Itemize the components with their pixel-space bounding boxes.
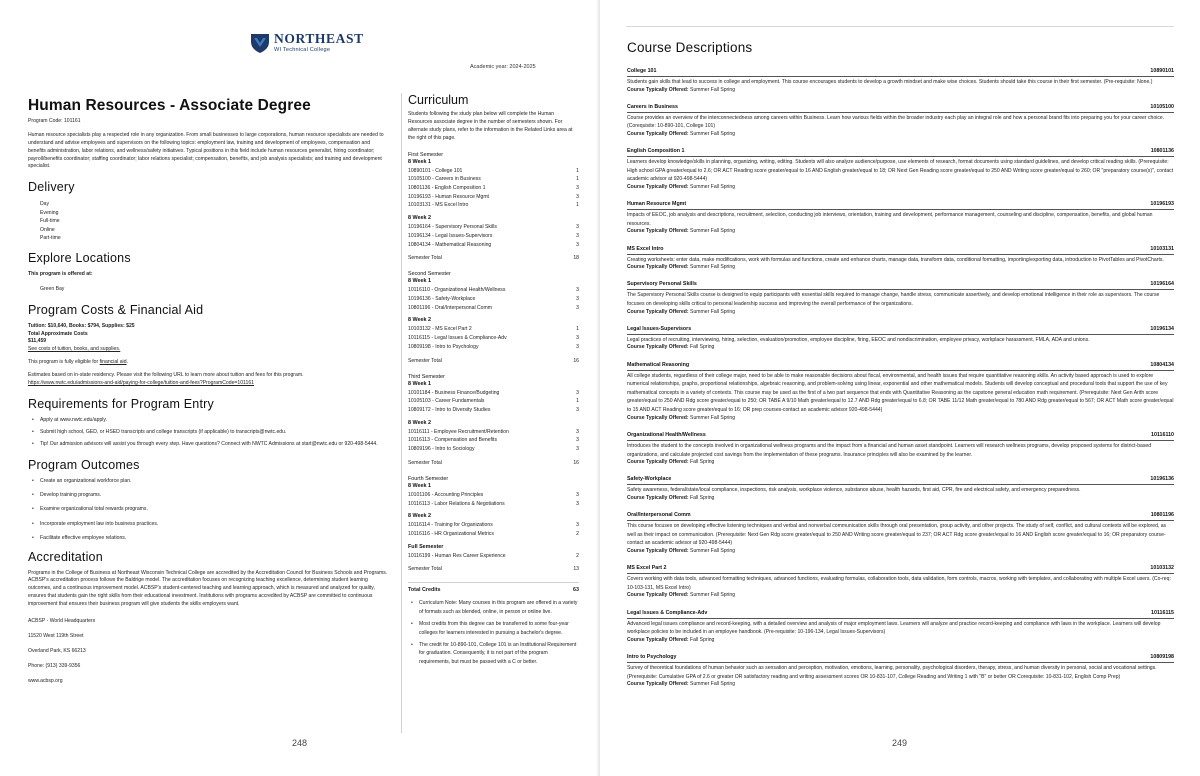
curriculum-heading: Curriculum [408,93,469,107]
curriculum-course [408,167,579,176]
delivery-list [28,200,388,242]
course-entry-title: MS Excel Intro [627,245,664,252]
course-name: 10116116 - HR Organizational Metrics [408,530,494,537]
course-entry-number: 10804134 [1150,361,1174,368]
course-entry-title: Safety-Workplace [627,476,672,483]
course-entry-title: English Composition 1 [627,148,685,155]
week-title: 8 Week 1 [408,380,431,387]
week-title: 8 Week 1 [408,158,431,165]
requirements-list [28,417,388,449]
course-entry-description: Students gain skills that lead to success in college and employment. This course encourages students to develop a growth mindset and make wise choices. Students should take this course in their first semester. (Pre-requisite: None.) [627,78,1153,85]
course-name: 10801196 - Oral/Interpersonal Comm [408,304,492,311]
course-credits: 1 [576,202,579,209]
course-name: 10101184 - Business Finance/Budgeting [408,389,500,396]
course-entry-description: Impacts of EEOC, job analysis and descriptions, recruitment, selection, conducting job interviews, orientation, training and development, performance management, counseling and discipline, compensation, benefits, and global human resources. [627,212,1153,227]
offered-label: Course Typically Offered: [627,228,689,235]
semester-total-value: 16 [573,459,579,466]
course-entry [627,201,1174,236]
semester-total-value: 13 [573,566,579,573]
address-line: Overland Park, KS 66213 [28,648,86,655]
course-entry-number: 10890101 [1150,68,1174,74]
course-name: 10116113 - Compensation and Benefits [408,437,498,444]
outcomes-heading: Program Outcomes [28,457,140,472]
course-entry-offered [627,309,1174,317]
accreditation-heading: Accreditation [28,549,103,564]
course-entry-offered [627,344,1174,352]
course-credits: 3 [576,343,579,350]
course-credits: 3 [576,232,579,239]
offered-label: Course Typically Offered: [627,86,689,93]
semester-total [408,566,579,572]
course-name: 10116110 - Organizational Health/Wellness [408,287,506,294]
course-entry-header [627,68,1174,77]
course-entry-title: Human Resource Mgmt [627,201,687,208]
address-line: 11520 West 119th Street [28,633,84,640]
course-entry [627,104,1174,139]
delivery-item: Part-time [40,234,61,241]
outcome-item: • Examine organizational total rewards programs. [32,506,388,514]
course-name: 10116113 - Labor Relations & Negotiations [408,500,505,507]
offered-label: Course Typically Offered: [627,592,689,599]
course-name: 10116111 - Employee Recruitment/Retention [408,428,509,435]
curriculum-course [408,530,579,539]
offered-label: Course Typically Offered: [627,184,689,191]
course-entry-description: Safety awareness, federal/state/local compliance, inspections, risk analysis, workplace violence, substance abuse, health hazards, first aid, CPR, fire and electrical safety, and emergency preparedness. [627,487,1081,494]
course-entry-offered [627,415,1174,423]
course-entry-title: Legal Issues & Compliance-Adv [627,609,708,616]
program-title: Human Resources - Associate Degree [28,97,311,114]
course-entry-title: Intro to Psychology [627,654,677,661]
locations-list [28,285,388,293]
course-credits: 3 [576,500,579,507]
curriculum-course [408,334,579,343]
semester-total-label: Semester Total [408,255,442,262]
course-name: 10116115 - Legal Issues & Compliance-Adv [408,335,507,342]
course-credits: 1 [576,167,579,174]
course-entry-title: College 101 [627,68,657,74]
course-entry-description: Covers working with data tools, advanced formatting techniques, advanced functions, evaluating formulas, collaboration tools, data validation, form controls, macros, working with templates, and collaborating with multiple Excel users. (Co-req: 10-103-131, MS Excel Intro) [627,576,1171,591]
requirement-item: • Apply at www.nwtc.edu/apply. [32,417,388,425]
course-entry-number: 10801196 [1150,512,1174,519]
program-overview [28,97,388,694]
course-entry-title: Careers in Business [627,103,678,110]
course-entry-offered [627,228,1174,236]
course-credits: 2 [576,530,579,537]
course-name: 10809172 - Intro to Diversity Studies [408,406,491,413]
curriculum-course [408,286,579,295]
offered-terms: Fall Spring [690,494,715,501]
course-name: 10196193 - Human Resource Mgmt [408,193,489,200]
offered-label: Course Typically Offered: [627,264,689,271]
curriculum-course [408,343,579,352]
total-credits-label: Total Credits [408,587,441,594]
outcomes-list [28,478,388,543]
course-credits: 3 [576,428,579,435]
delivery-item: Full-time [40,218,60,225]
offered-label: Course Typically Offered: [627,681,689,688]
course-entry-number: 10105100 [1150,103,1174,110]
curriculum-course [408,295,579,304]
offered-terms: Summer Fall Spring [690,414,736,421]
curriculum-note: • The credit for 10-890-101, College 101 is an Institutional Requirement for graduation. Consequently, it is not part of the program requirements, but must be passed with a C or better. [410,641,579,666]
course-entry [627,432,1174,467]
semester-total [408,255,579,261]
top-divider [626,26,1174,27]
requirement-item: • Tip! Our admission advisors will assist you through every step. Have questions? Connect with NWTC Admissions at start@nwtc.edu or 920-498-5444. [32,441,388,449]
curriculum-intro: Students following the study plan below will complete the Human Resources associate degree in the number of semesters shown. For alternate study plans, refer to the information in the Related Links area at the right of this page. [408,111,573,141]
course-entry-description: All college students, regardless of their college major, need to be able to make reasonable decisions about fiscal, environmental, and health issues that require quantitative reasoning skills. An activity based approach is used to explore numerical relationships, graphs, proportional relationships, algebraic reasoning, and problem-solving using linear, exponential and other mathematical models. Students will develop conceptual and procedural tools that support the use of key mathematical concepts in a variety of contexts. This course may be used as the first of a two part sequence that ends with Quantitative Reasoning as the capstone general education math requirement. (Prerequisite: Next Gen Arith score greater/equal to 250 AND Rdg score greater/equal to 250; OR TABE A 9/10 Math greater/equal to 12.7 AND Rdg greater/equal to 6.8; OR TABE 11/12 Math greater/equal to 780 AND Rdg greater/equal to 567; OR ACT Math score greater/equal to 15 AND ACT Reading score greater/equal to 16; OR prep courses-contact an academic advisor 920-498-5444) [627,372,1174,414]
course-entry-description: Survey of theoretical foundations of human behavior such as sensation and perception, motivation, emotions, learning, personality, psychological disorders, therapy, stress, and human diversity in personal, social and vocational settings. (Prerequisite: Cumulative GPA of 2.6 or greater OR satisfactory reading and writing assessment scores OR 10-831-107, College Reading and Writing 1 with "B" or better OR Corequisite: 10-831-102, English Comp Prep) [627,665,1157,680]
offered-terms: Summer Fall Spring [690,228,736,235]
course-entry [627,148,1174,191]
offered-terms: Fall Spring [690,636,715,643]
course-entry-header [627,610,1174,619]
offered-label: Course Typically Offered: [627,308,689,315]
financial-aid-suffix: . [126,359,128,366]
course-entry-description: Course provides an overview of the interconnectedness among careers within Business. Learn how various fields within the broader industry each play an integral role and how a personal brand fits into preparing you for your career choice. (Corequisite: 10-890-101, College 101) [627,114,1165,130]
offered-label: Course Typically Offered: [627,414,689,421]
course-entry-header [627,104,1174,113]
course-name: 10103132 - MS Excel Part 2 [408,326,472,333]
course-name: 10116114 - Training for Organizations [408,522,493,529]
offered-label: Course Typically Offered: [627,636,689,643]
tuition-line: Tuition: $10,640, Books: $794, Supplies: $25 [28,322,135,329]
course-name: 10196136 - Safety-Workplace [408,295,476,302]
course-entry-header [627,512,1174,521]
curriculum-column [401,93,579,733]
course-entry-offered [627,681,1174,689]
course-entry-number: 10196164 [1150,281,1174,288]
semester-total [408,358,579,364]
curriculum-course [408,491,579,500]
course-credits: 3 [576,287,579,294]
course-credits: 3 [576,437,579,444]
course-entry-number: 10196193 [1150,201,1174,208]
total-costs-label: Total Approximate Costs [28,330,88,337]
offered-terms: Summer Fall Spring [690,592,736,599]
tuition-url-link[interactable]: https://www.nwtc.edu/admissions-and-aid/paying-for-college/tuition-and-fees?ProgramCode=101161 [28,380,254,387]
week-title: 8 Week 1 [408,482,431,489]
course-name: 10196134 - Legal Issues-Supervisors [408,232,493,239]
semester-total-label: Semester Total [408,566,442,573]
curriculum-course [408,201,579,210]
offered-terms: Fall Spring [690,459,715,466]
logo-name: NORTHEAST [274,31,364,47]
semester-total-label: Semester Total [408,459,442,466]
accreditation-text: Programs in the College of Business at Northeast Wisconsin Technical College are accredited by the Accreditation Council for Business Schools and Programs. ACBSP's accreditation process follows the Baldrige model. The accreditation focuses on recognizing teaching excellence, determining student learning outcomes, and a continuous improvement model. ACBSP's student-centered teaching and learning approach, which is measured and analyzed for quality, ensures that students gain the right skills from their educational investment. Institutions with programs accredited by ACBSP are committed to continuous improvement that ensures their business program will give students the skills employers want. [28,569,388,608]
curriculum-note: • Curriculum Note: Many courses in this program are offered in a variety of formats such as blended, online, in person or online live. [410,599,579,616]
week-title: 8 Week 1 [408,278,431,285]
week-title: 8 Week 2 [408,419,431,426]
locations-heading: Explore Locations [28,251,131,266]
course-credits: 3 [576,335,579,342]
course-credits: 3 [576,491,579,498]
course-credits: 3 [576,295,579,302]
offered-label: Course Typically Offered: [627,130,689,137]
course-name: 10809198 - Intro to Psychology [408,343,479,350]
total-costs-value: $11,459 [28,338,47,345]
course-entry-title: Supervisory Personal Skills [627,281,697,288]
course-credits: 1 [576,176,579,183]
course-entry-title: Legal Issues-Supervisors [627,325,692,332]
offered-terms: Summer Fall Spring [690,681,736,688]
course-name: 10101106 - Accounting Principles [408,491,484,498]
course-credits: 3 [576,241,579,248]
week-title: 8 Week 2 [408,215,431,222]
course-entry-title: Oral/Interpersonal Comm [627,512,691,519]
curriculum-course [408,436,579,445]
semester-title: Second Semester [408,271,451,278]
address-line: www.acbsp.org [28,678,63,685]
total-credits-value: 63 [573,587,579,594]
semester-total-value: 18 [573,255,579,262]
course-entry-header [627,281,1174,290]
curriculum-course [408,428,579,437]
course-entry [627,512,1174,555]
curriculum-course [408,223,579,232]
semester-title: First Semester [408,151,444,158]
financial-aid-prefix: This program is fully eligible for [28,359,100,366]
offered-terms: Summer Fall Spring [690,130,736,137]
semester-title: Fourth Semester [408,475,449,482]
offered-terms: Summer Fall Spring [690,184,736,191]
curriculum-course [408,406,579,415]
course-entry-title: MS Excel Part 2 [627,565,667,572]
course-credits: 3 [576,522,579,529]
course-entry [627,654,1174,689]
course-descriptions-heading: Course Descriptions [627,40,753,55]
logo-subtitle: WI Technical College [274,46,331,53]
offered-terms: Summer Fall Spring [690,264,736,271]
course-credits: 3 [576,185,579,191]
course-name: 10116199 - Human Res Career Experience [408,552,506,559]
course-entry-description: This course focuses on developing effective listening techniques and verbal and nonverbal communication skills through oral presentation, group activity, and other projects. The study of self, conflict, and cultural contexts will be explored, as well as their impact on communication. (Prerequisite: Next Gen Rdg score greater/equal to 250 AND Writing score greater/equal to 237; OR ACT Rdg score greater/equal to 16 AND English score greater/equal to 16; OR preparatory course-contact an academic advisor at 920-498-5444) [627,523,1167,547]
semester-total-value: 16 [573,357,579,364]
course-name: 10103131 - MS Excel Intro [408,202,469,209]
requirement-item: • Submit high school, GED, or HSED transcripts and college transcripts (if applicable) to transcripts@nwtc.edu. [32,429,388,437]
semester-total-label: Semester Total [408,357,442,364]
delivery-item: Evening [40,209,59,216]
estimate-note: Estimates based on in-state residency. Please visit the following URL to learn more about tuition and fees for this program. [28,372,304,379]
course-entry-header [627,432,1174,441]
course-entry-offered [627,495,1174,503]
course-entry-number: 10801136 [1150,148,1174,155]
course-entry-number: 10809198 [1150,654,1174,661]
page-number-left: 248 [292,738,308,748]
curriculum-course [408,325,579,334]
course-credits: 3 [576,304,579,311]
costs-heading: Program Costs & Financial Aid [28,302,204,317]
address-line: ACBSP - World Headquarters [28,617,96,624]
curriculum-course [408,184,579,193]
curriculum-course [408,521,579,530]
outcome-item: • Develop training programs. [32,492,388,500]
course-entry-number: 10116110 [1151,432,1174,439]
course-entry-header [627,246,1174,255]
program-description: Human resource specialists play a respected role in any organization. From small businesses to large corporations, human resource specialists are needed to understand and advise employees and supervisors on the following topics: employment law, training and development of employees, compensation and benefits administration, labor relations, and wellness/safety initiatives. Typical positions in this field include human resources generalist, hiring coordinator; payroll/benefits coordinator; staffing coordinator; labor relations specialist; compensation, benefits, and job analysis specialists; and training and development specialist. [28,131,384,170]
course-credits: 1 [576,398,579,405]
course-credits: 3 [576,446,579,453]
course-entry [627,281,1174,316]
course-entry-description: Learners develop knowledge/skills in planning, organizing, writing, editing. Students will also analyze audience/purpose, use elements of research, format documents using standard guidelines, and develop critical reading skills. (Prerequisite: High school GPA greater/equal to 2.6; OR ACT Reading score greater/equal to 16 AND English greater/equal to 18; OR Next Gen Reading score greater/equal to 250 AND Writing score greater/equal to 260; OR "preparatory course(s)", contact academic advisor at 920-498-5444) [627,159,1174,183]
course-entry [627,476,1174,502]
course-entry-header [627,326,1174,335]
outcome-item: • Facilitate effective employee relations. [32,535,388,543]
course-entry-description: Creating worksheets: enter data, make modifications, work with formulas and functions, create and enhance charts, manage data, transform data, conditional formatting, importing/exporting data, introduction to PivotTables and PivotCharts. [627,256,1164,263]
course-entry-number: 10116115 [1151,609,1174,616]
course-entry-offered [627,637,1174,645]
course-entry-header [627,148,1174,157]
course-entry-number: 10103131 [1150,245,1174,252]
course-entry-header [627,654,1174,663]
course-entry-description: Advanced legal issues compliance and record-keeping, with a detailed overview and analysis of major employment laws. Learners will analyze and practice record-keeping and compliance with laws in the workplace. Learners will develop workplace policies to be included in an employee handbook. (Pre-requisite: 10-196-134, Legal Issues-Supervisors) [627,620,1161,636]
delivery-item: Online [40,226,55,233]
total-credits [408,582,579,593]
course-name: 10890101 - College 101 [408,167,463,174]
curriculum-course [408,500,579,509]
course-credits: 2 [576,552,579,559]
delivery-item: Day [40,201,50,208]
offered-terms: Fall Spring [690,344,715,351]
course-name: 10105103 - Career Fundamentals [408,398,485,405]
week-title: 8 Week 2 [408,317,431,324]
course-entry-header [627,476,1174,485]
course-entry-offered [627,459,1174,467]
week-title: 8 Week 2 [408,513,431,520]
offered-at-label: This program is offered at: [28,271,93,278]
offered-label: Course Typically Offered: [627,459,689,466]
offered-label: Course Typically Offered: [627,548,689,555]
address-line: Phone: (913) 339-9356 [28,663,81,670]
course-entry [627,565,1174,600]
shield-logo-icon [250,32,270,54]
curriculum-note: • Most credits from this degree can be transferred to some four-year colleges for learners interested in pursuing a bachelor's degree. [410,620,579,637]
course-entry-number: 10196134 [1150,325,1174,332]
course-credits: 3 [576,389,579,396]
page-number-right: 249 [892,738,908,748]
curriculum-course [408,397,579,406]
course-entry-header [627,565,1174,574]
course-entry-description: Legal practices of recruiting, interviewing, hiring, selection, evaluation/promotion, employee discipline, firing, EEOC and nondiscrimination, employee privacy, workplace harassment, FMLA, ADA and unions. [627,336,1090,343]
offered-terms: Summer Fall Spring [690,548,736,555]
course-name: 10105100 - Careers in Business [408,176,481,183]
course-entry [627,68,1174,94]
course-entry-offered [627,131,1174,139]
course-entry [627,246,1174,272]
curriculum-course [408,241,579,250]
offered-label: Course Typically Offered: [627,494,689,501]
outcome-item: • Incorporate employment law into business practices. [32,521,388,529]
course-credits: 3 [576,193,579,200]
semester-title: Third Semester [408,373,445,380]
course-credits: 1 [576,326,579,333]
financial-aid-line [28,359,388,367]
course-entry [627,610,1174,645]
requirements-heading: Requirements for Program Entry [28,396,214,411]
course-entry-offered [627,87,1174,95]
see-costs-link[interactable]: See costs of tuition, books, and supplies. [28,346,121,353]
curriculum-course [408,389,579,398]
curriculum-course [408,304,579,313]
offered-terms: Summer Fall Spring [690,308,736,315]
course-entry [627,326,1174,352]
delivery-heading: Delivery [28,180,75,195]
course-entry-offered [627,548,1174,556]
semester-total [408,460,579,466]
curriculum-course [408,193,579,202]
curriculum-notes [408,599,579,666]
curriculum-course [408,232,579,241]
course-entry-title: Mathematical Reasoning [627,361,690,368]
course-entry-description: The Supervisory Personal Skills course is designed to equip participants with essential skills required to manage change, handle stress, communicate assertively, and develop emotional intelligence in their role as supervisors. The course focuses on developing skills critical to personal leadership success and improving the overall performance of the organizations. [627,292,1160,307]
offered-terms: Summer Fall Spring [690,86,736,93]
academic-year: Academic year: 2024-2025 [470,64,536,70]
course-credits: 3 [576,406,579,413]
course-entry [627,362,1174,423]
course-entry-offered [627,184,1174,192]
offered-label: Course Typically Offered: [627,344,689,351]
course-entry-offered [627,592,1174,600]
course-name: 10804134 - Mathematical Reasoning [408,241,492,248]
course-name: 10809196 - Intro to Sociology [408,446,475,453]
course-credits: 3 [576,224,579,231]
course-descriptions-list [627,68,1174,699]
course-name: 10801136 - English Composition 1 [408,185,486,191]
curriculum-course [408,552,579,561]
week-title: Full Semester [408,543,444,550]
outcome-item: • Create an organizational workforce plan. [32,478,388,486]
location-item: Green Bay [40,286,65,293]
curriculum-course [408,445,579,454]
course-entry-header [627,201,1174,210]
program-code: Program Code: 101161 [28,118,81,124]
course-entry-number: 10103132 [1150,565,1174,572]
financial-aid-link[interactable]: financial aid [99,359,127,366]
course-entry-offered [627,264,1174,272]
course-entry-number: 10196136 [1150,476,1174,483]
course-entry-header [627,362,1174,371]
college-logo [250,30,364,56]
course-entry-title: Organizational Health/Wellness [627,432,706,439]
course-entry-description: Introduces the student to the concepts involved in organizational wellness programs and the impact from a financial and human asset standpoint. Learners will research wellness programs, develop proposed systems for district-based organizations, and calculate projected cost savings from the implementation of these programs. Insurance principles will also be examined by the learner. [627,442,1152,458]
curriculum-course [408,175,579,184]
course-name: 10196164 - Supervisory Personal Skills [408,224,497,231]
